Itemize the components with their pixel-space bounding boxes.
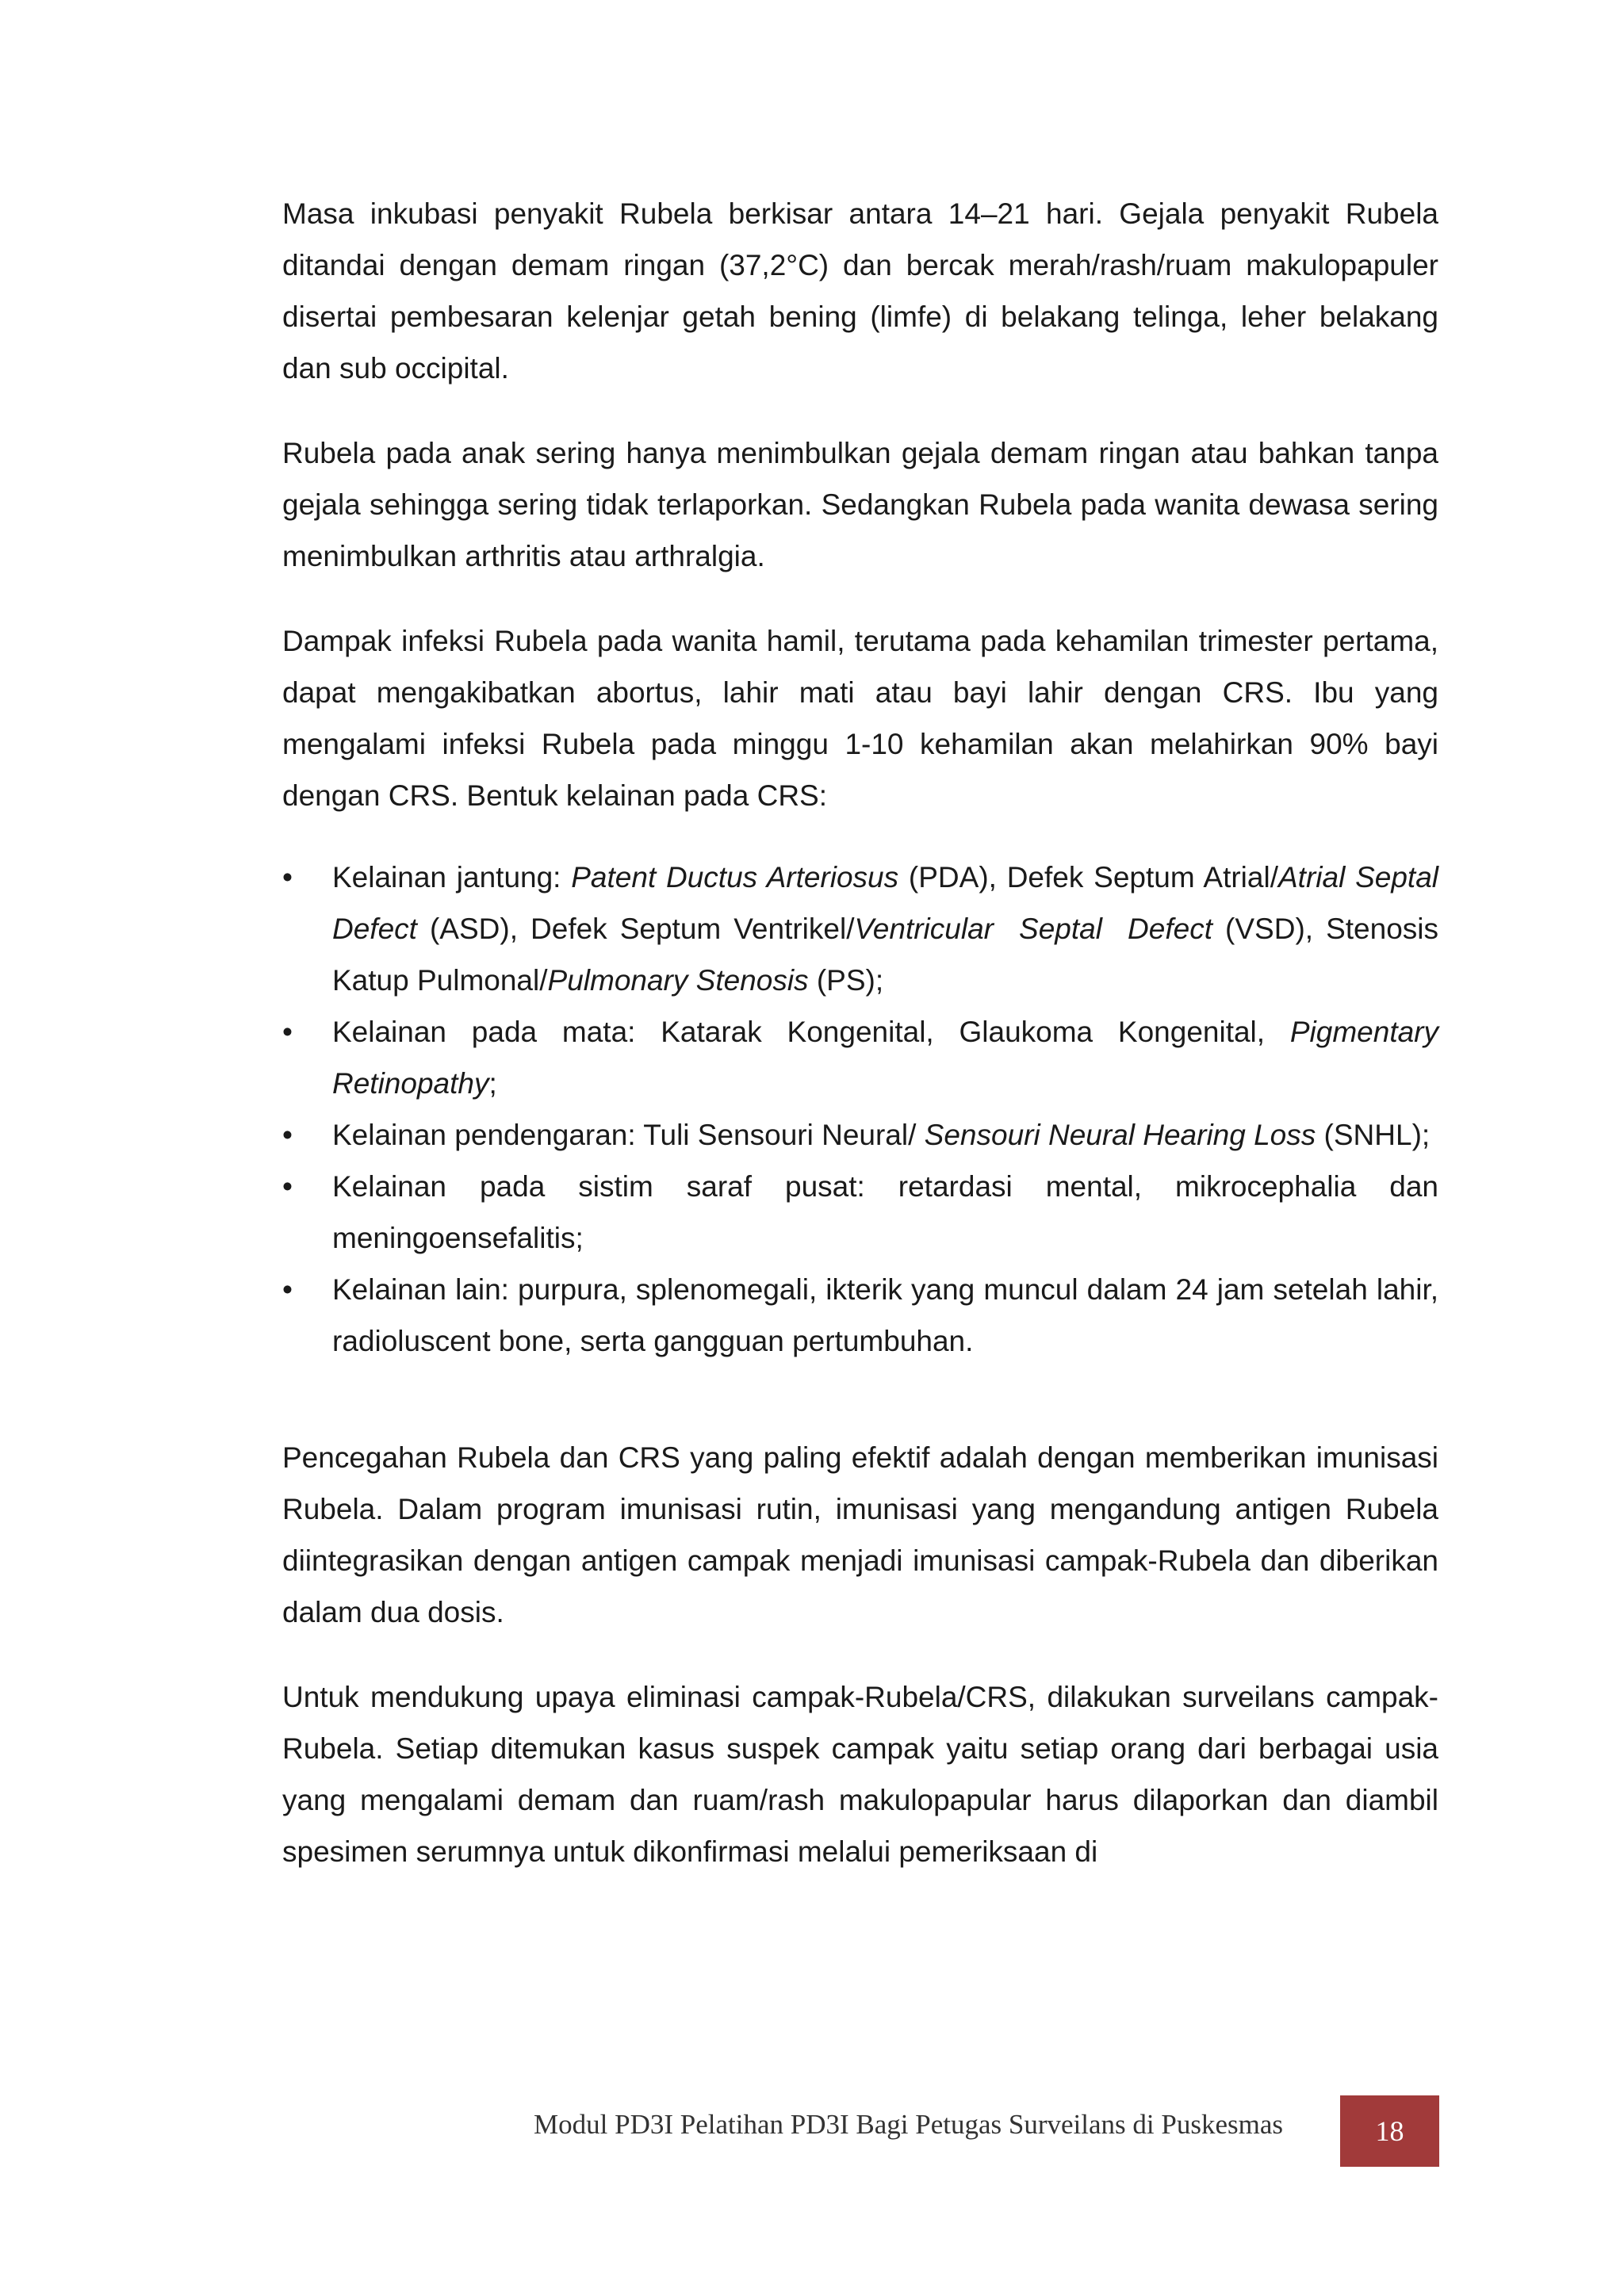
paragraph-surveillance: Untuk mendukung upaya eliminasi campak-Rubela/CRS, dilakukan surveilans campak-Rubela. Setiap ditemukan kasus suspek campak yaitu setiap orang dari berbagai usia yang mengalami demam dan ruam/rash makulopapular harus dilaporkan dan diambil spesimen serumnya untuk dikonfirmasi melalui pemeriksaan di: [282, 1681, 1438, 1868]
paragraph-children: Rubela pada anak sering hanya menimbulkan gejala demam ringan atau bahkan tanpa gejala sehingga sering tidak terlaporkan. Sedangkan Rubela pada wanita dewasa sering menimbulkan arthritis atau arthralgia.: [282, 437, 1438, 572]
list-item-hearing: • Kelainan pendengaran: Tuli Sensouri Neural/ Sensouri Neural Hearing Loss (SNHL);: [282, 1109, 1438, 1161]
footer-module-title: Modul PD3I Pelatihan PD3I Bagi Petugas Surveilans di Puskesmas: [534, 2109, 1283, 2140]
document-body: [282, 188, 1438, 1911]
bullet-icon: •: [282, 1016, 293, 1048]
list-item-heart: • Kelainan jantung: Patent Ductus Arteriosus (PDA), Defek Septum Atrial/Atrial Septal Defect (ASD), Defek Septum Ventrikel/Ventricular Septal Defect (VSD), Stenosis Katup Pulmonal/Pulmonary Stenosis (PS);: [282, 851, 1438, 1006]
list-item-nervous-system: • Kelainan pada sistim saraf pusat: retardasi mental, mikrocephalia dan meningoensefalitis;: [282, 1161, 1438, 1264]
bullet-icon: •: [282, 1119, 293, 1151]
list-item-other: • Kelainan lain: purpura, splenomegali, ikterik yang muncul dalam 24 jam setelah lahir, radioluscent bone, serta gangguan pertumbuhan.: [282, 1264, 1438, 1367]
bullet-icon: •: [282, 861, 293, 894]
bullet-icon: •: [282, 1170, 293, 1203]
bullet-icon: •: [282, 1273, 293, 1306]
list-item-eye: • Kelainan pada mata: Katarak Kongenital, Glaukoma Kongenital, Pigmentary Retinopathy;: [282, 1006, 1438, 1109]
crs-abnormalities-list: [282, 851, 1438, 1367]
paragraph-prevention: Pencegahan Rubela dan CRS yang paling efektif adalah dengan memberikan imunisasi Rubela. Dalam program imunisasi rutin, imunisasi yang mengandung antigen Rubela diintegrasikan dengan antigen campak menjadi imunisasi campak-Rubela dan diberikan dalam dua dosis.: [282, 1441, 1438, 1628]
paragraph-impact: Dampak infeksi Rubela pada wanita hamil, terutama pada kehamilan trimester pertama, dapat mengakibatkan abortus, lahir mati atau bayi lahir dengan CRS. Ibu yang mengalami infeksi Rubela pada minggu 1-10 kehamilan akan melahirkan 90% bayi dengan CRS. Bentuk kelainan pada CRS:: [282, 625, 1438, 812]
page-number: 18: [1375, 2115, 1404, 2147]
page-number-badge: [1340, 2095, 1439, 2167]
paragraph-incubation: Masa inkubasi penyakit Rubela berkisar antara 14–21 hari. Gejala penyakit Rubela ditandai dengan demam ringan (37,2°C) dan bercak merah/rash/ruam makulopapuler disertai pembesaran kelenjar getah bening (limfe) di belakang telinga, leher belakang dan sub occipital.: [282, 197, 1438, 385]
